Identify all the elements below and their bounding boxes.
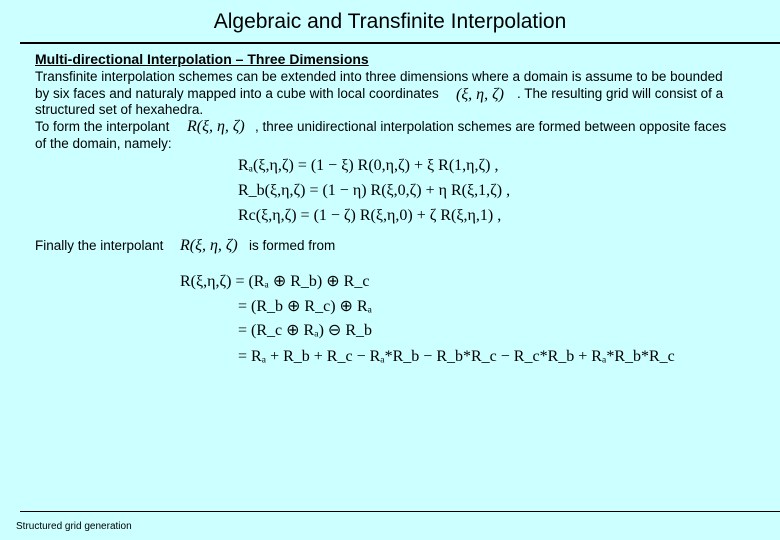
equation-ra: Rₐ(ξ,η,ζ) = (1 − ξ) R(0,η,ζ) + ξ R(1,η,ζ) , xyxy=(238,157,499,174)
slide-title: Algebraic and Transfinite Interpolation xyxy=(213,10,567,33)
paragraph-line-4a: To form the interpolant xyxy=(35,119,170,134)
footer-divider xyxy=(20,511,780,512)
section-heading: Multi-directional Interpolation – Three Dimensions xyxy=(35,51,369,67)
finally-text-a: Finally the interpolant xyxy=(35,238,164,253)
equation-rc: Rc(ξ,η,ζ) = (1 − ζ) R(ξ,η,0) + ζ R(ξ,η,1) , xyxy=(238,207,502,224)
paragraph-line-2a: by six faces and naturaly mapped into a cube with local coordinates xyxy=(35,86,439,101)
interpolant-formula: R(ξ, η, ζ) xyxy=(187,118,245,135)
final-equation-2: = (R_b ⊕ R_c) ⊕ Rₐ xyxy=(238,298,372,315)
equation-rb: R_b(ξ,η,ζ) = (1 − η) R(ξ,0,ζ) + η R(ξ,1,ζ) , xyxy=(238,182,511,199)
title-divider xyxy=(20,42,780,44)
paragraph-line-3: structured set of hexahedra. xyxy=(35,102,204,117)
final-equation-4: = Rₐ + R_b + R_c − Rₐ*R_b − R_b*R_c − R_c*R_b + Rₐ*R_b*R_c xyxy=(238,348,675,365)
paragraph-line-4b: , three unidirectional interpolation schemes are formed between opposite faces xyxy=(255,119,727,134)
coordinates-formula: (ξ, η, ζ) xyxy=(456,86,504,103)
finally-interpolant-formula: R(ξ, η, ζ) xyxy=(180,237,238,254)
paragraph-line-2b: . The resulting grid will consist of a xyxy=(517,86,724,101)
paragraph-line-5: of the domain, namely: xyxy=(35,136,172,151)
paragraph-line-1: Transfinite interpolation schemes can be extended into three dimensions where a domain is assume to be bounded xyxy=(35,69,723,84)
footer-text: Structured grid generation xyxy=(16,521,132,532)
final-equation-3: = (R_c ⊕ Rₐ) ⊖ R_b xyxy=(238,322,372,339)
final-equation-1: R(ξ,η,ζ) = (Rₐ ⊕ R_b) ⊕ R_c xyxy=(180,273,370,290)
finally-text-b: is formed from xyxy=(249,238,336,253)
